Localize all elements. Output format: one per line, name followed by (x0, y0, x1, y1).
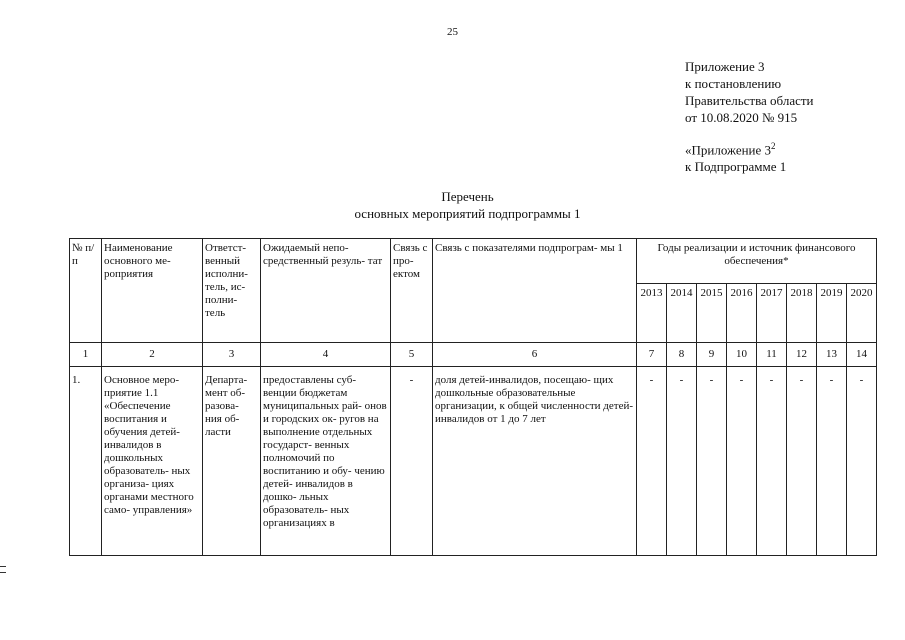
cell-indicators: доля детей-инвалидов, посещаю- щих дошкольные образовательные организации, к общей численности детей-инвалидов от 1 до 7 лет (433, 367, 637, 556)
header-years-group: Годы реализации и источник финансового обеспечения* (637, 239, 877, 284)
cell-name: Основное меро- приятие 1.1 «Обеспечение воспитания и обучения детей- инвалидов в дошкольных образователь- ных организа- циях органами местного само- управления» (102, 367, 203, 556)
appendix-line: к Подпрограмме 1 (685, 159, 787, 175)
header-year: 2019 (817, 284, 847, 343)
header-year: 2020 (847, 284, 877, 343)
header-result: Ожидаемый непо- средственный резуль- тат (261, 239, 391, 343)
header-executor: Ответст- венный исполни- тель, ис- полни- тель (203, 239, 261, 343)
column-number: 3 (203, 343, 261, 367)
cell-num: 1. (70, 367, 102, 556)
table-row (70, 367, 877, 556)
document-title (0, 188, 905, 222)
column-number: 4 (261, 343, 391, 367)
column-number: 2 (102, 343, 203, 367)
cell-year-value: - (697, 367, 727, 556)
appendix-superscript: 2 (771, 141, 776, 151)
header-year: 2013 (637, 284, 667, 343)
column-number: 5 (391, 343, 433, 367)
cell-result: предоставлены суб- венции бюджетам муниципальных рай- онов и городских ок- ругов на выполнение отдельных государст- венных полномочий по воспитанию и обу- чению детей- инвалидов в дошко- льных образователь- ных организациях в (261, 367, 391, 556)
header-year: 2018 (787, 284, 817, 343)
column-number: 9 (697, 343, 727, 367)
appendix-line (685, 138, 814, 158)
column-number: 11 (757, 343, 787, 367)
column-number: 14 (847, 343, 877, 367)
column-number: 1 (70, 343, 102, 367)
cell-executor: Департа- мент об- разова- ния об- ласти (203, 367, 261, 556)
column-number: 8 (667, 343, 697, 367)
cell-year-value: - (727, 367, 757, 556)
margin-mark (0, 566, 6, 573)
page-number: 25 (447, 26, 458, 38)
appendix-line: Правительства области (685, 93, 814, 108)
title-line: основных мероприятий подпрограммы 1 (354, 206, 581, 221)
cell-year-value: - (637, 367, 667, 556)
cell-year-value: - (847, 367, 877, 556)
header-year: 2014 (667, 284, 697, 343)
header-year: 2015 (697, 284, 727, 343)
appendix-line-base: «Приложение 3 (685, 142, 772, 158)
header-year: 2017 (757, 284, 787, 343)
appendix-block (685, 58, 814, 175)
header-indicators: Связь с показателями подпрограм- мы 1 (433, 239, 637, 343)
header-name: Наименование основного ме- роприятия (102, 239, 203, 343)
header-year: 2016 (727, 284, 757, 343)
cell-year-value: - (787, 367, 817, 556)
cell-year-value: - (817, 367, 847, 556)
appendix-line: от 10.08.2020 № 915 (685, 110, 798, 125)
appendix-line: к постановлению (685, 76, 782, 91)
appendix-line: Приложение 3 (685, 59, 765, 74)
title-line: Перечень (441, 189, 494, 204)
column-number: 6 (433, 343, 637, 367)
cell-project: - (391, 367, 433, 556)
column-number: 13 (817, 343, 847, 367)
column-number: 7 (637, 343, 667, 367)
column-number: 12 (787, 343, 817, 367)
cell-year-value: - (757, 367, 787, 556)
header-project: Связь с про- ектом (391, 239, 433, 343)
column-number: 10 (727, 343, 757, 367)
header-num: № п/п (70, 239, 102, 343)
cell-year-value: - (667, 367, 697, 556)
measures-table (69, 238, 877, 556)
